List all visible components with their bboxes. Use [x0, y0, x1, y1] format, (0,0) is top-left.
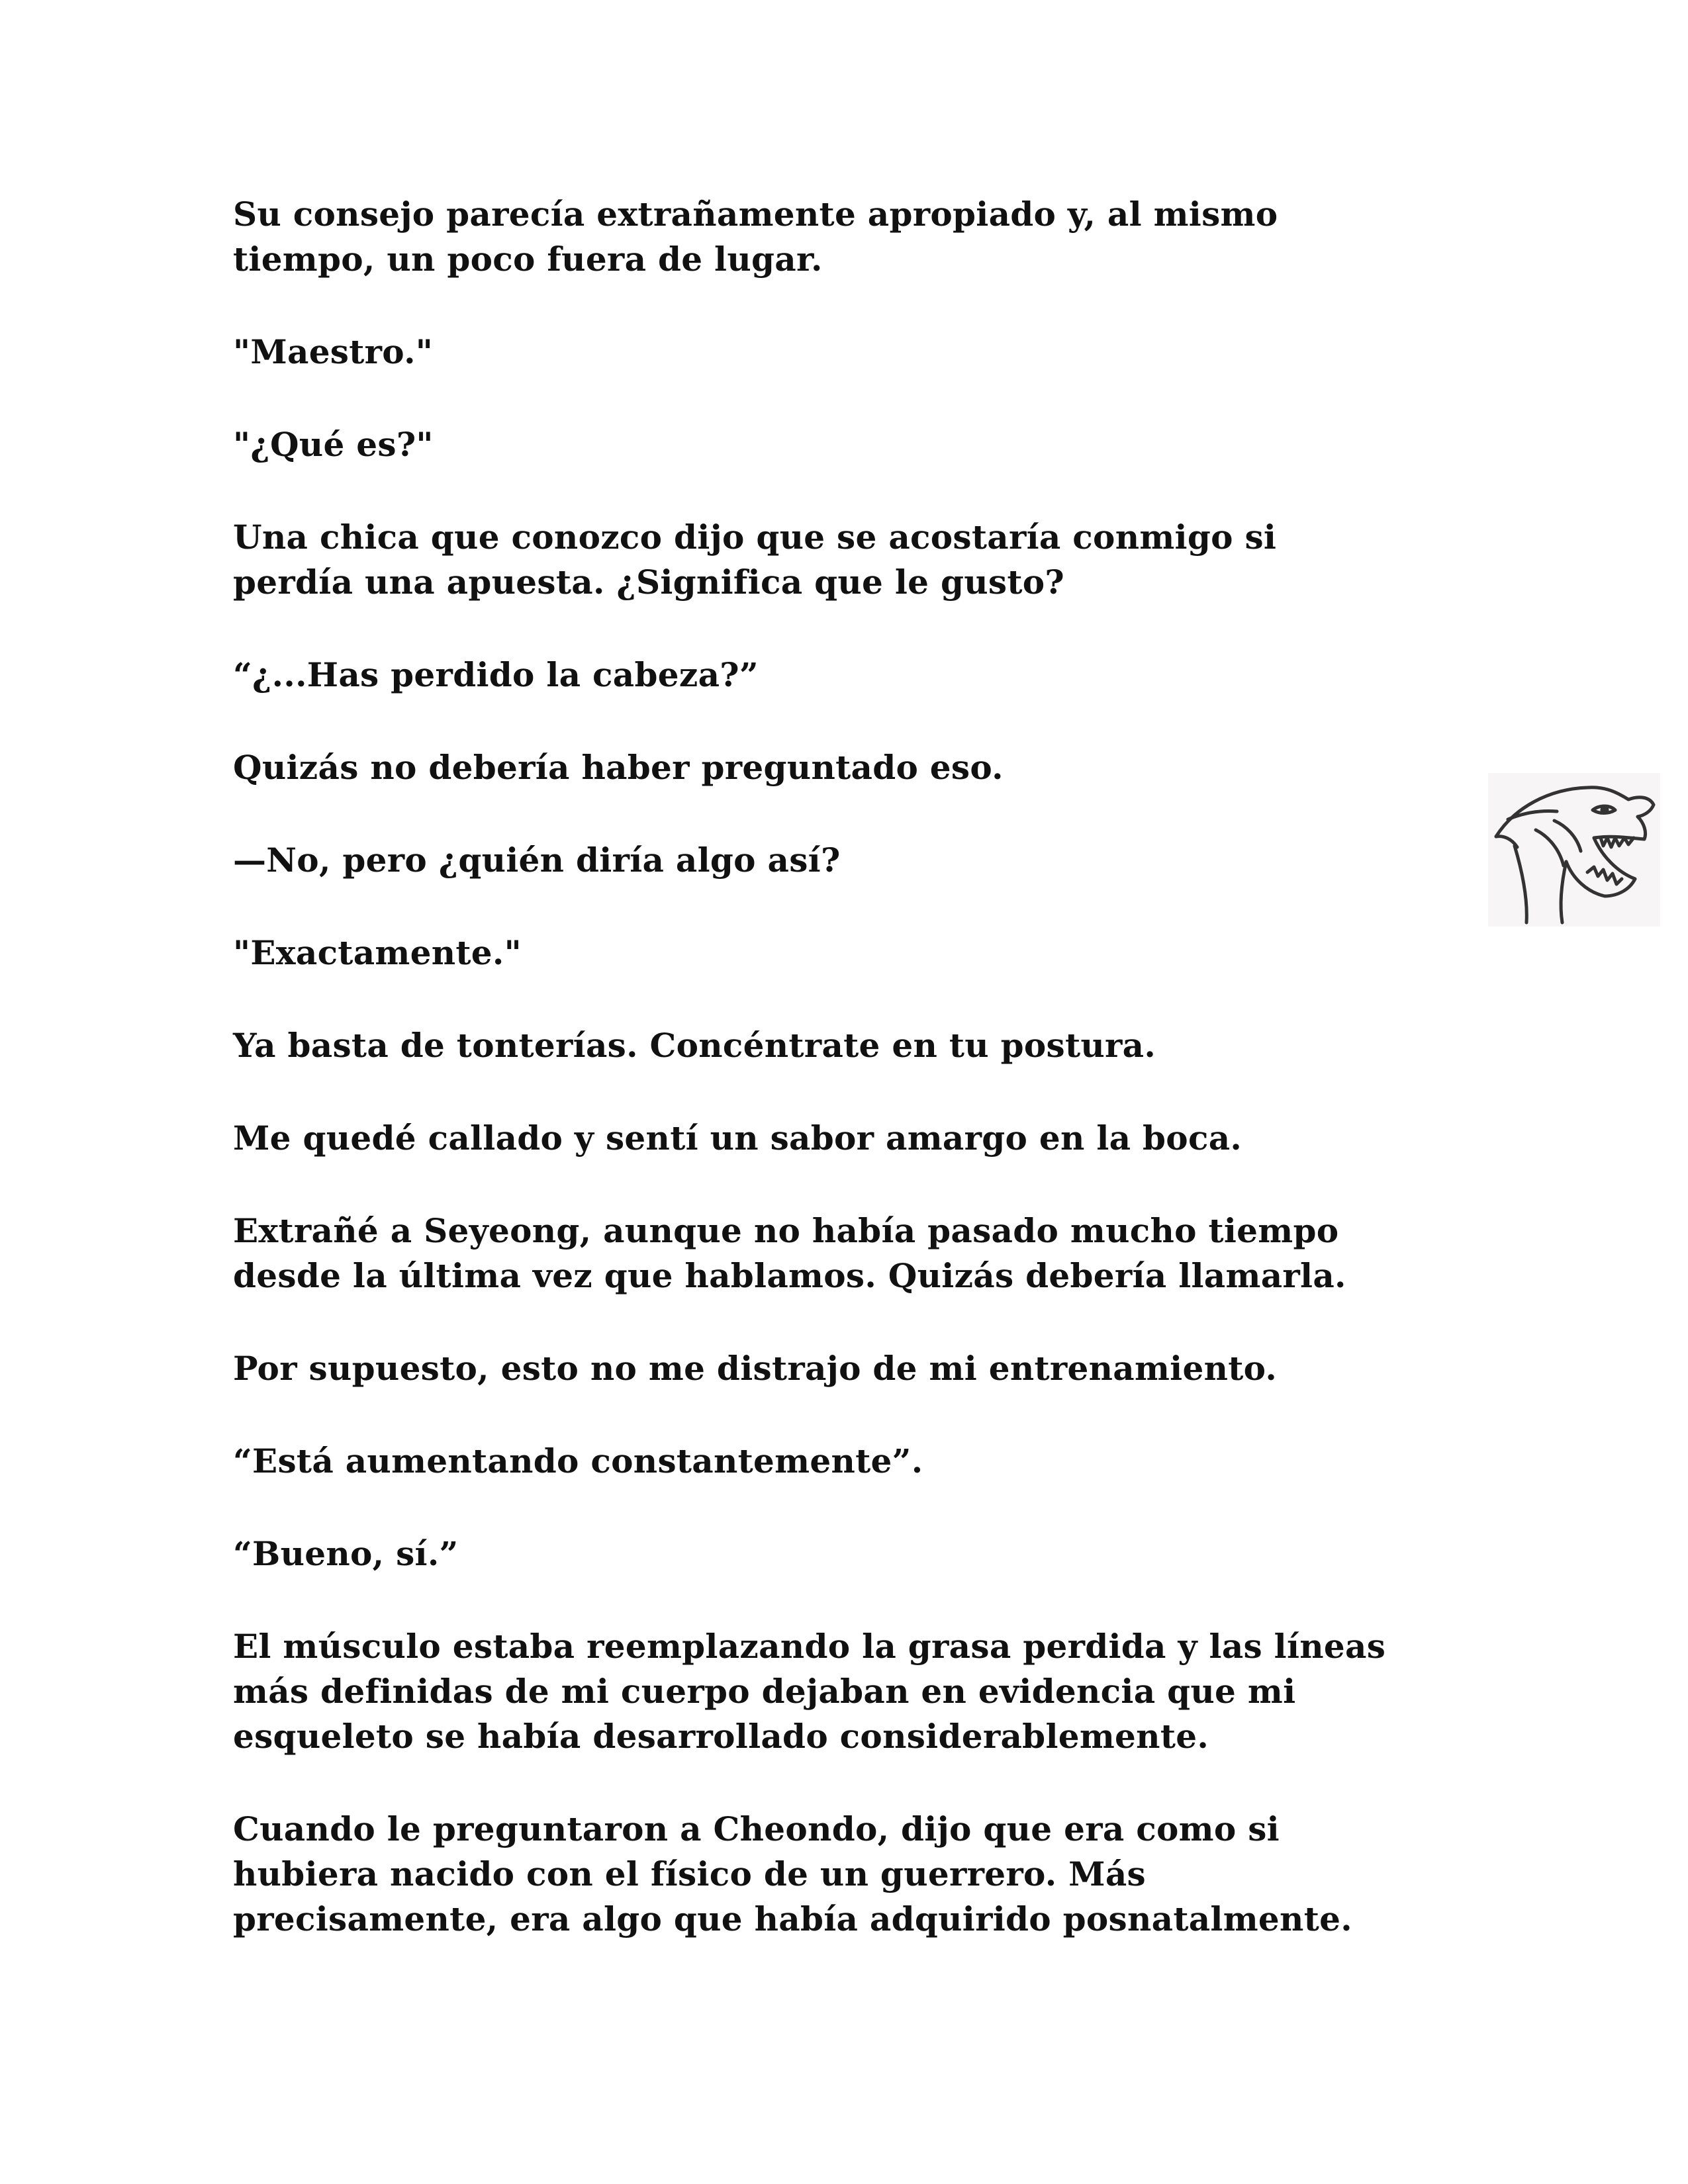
paragraph: Me quedé callado y sentí un sabor amargo en la boca.: [233, 1118, 1243, 1158]
paragraph: Extrañé a Seyeong, aunque no había pasado mucho tiempo desde la última vez que hablamos. Quizás debería llamarla.: [233, 1211, 1346, 1295]
paragraph: “¿...Has perdido la cabeza?”: [233, 655, 759, 694]
paragraph: Ya basta de tonterías. Concéntrate en tu postura.: [233, 1026, 1156, 1065]
paragraph: Su consejo parecía extrañamente apropiado y, al mismo tiempo, un poco fuera de lugar.: [233, 195, 1278, 279]
paragraph: "Maestro.": [233, 332, 434, 371]
paragraph: Cuando le preguntaron a Cheondo, dijo que era como si hubiera nacido con el físico de un guerrero. Más precisamente, era algo que había adquirido posnatalmente.: [233, 1809, 1352, 1938]
body-text: [233, 192, 1477, 1989]
paragraph: Quizás no debería haber preguntado eso.: [233, 748, 1004, 787]
paragraph: El músculo estaba reemplazando la grasa perdida y las líneas más definidas de mi cuerpo dejaban en evidencia que mi esqueleto se había desarrollado considerablemente.: [233, 1627, 1386, 1756]
paragraph: —No, pero ¿quién diría algo así?: [233, 841, 841, 880]
paragraph: "Exactamente.": [233, 933, 522, 972]
paragraph: "¿Qué es?": [233, 425, 434, 464]
paragraph: Por supuesto, esto no me distrajo de mi entrenamiento.: [233, 1349, 1278, 1388]
paragraph: “Bueno, sí.”: [233, 1534, 459, 1573]
dinosaur-head-icon: [1488, 773, 1660, 927]
paragraph: “Está aumentando constantemente”.: [233, 1441, 923, 1480]
paragraph: Una chica que conozco dijo que se acostaría conmigo si perdía una apuesta. ¿Significa que le gusto?: [233, 518, 1277, 602]
